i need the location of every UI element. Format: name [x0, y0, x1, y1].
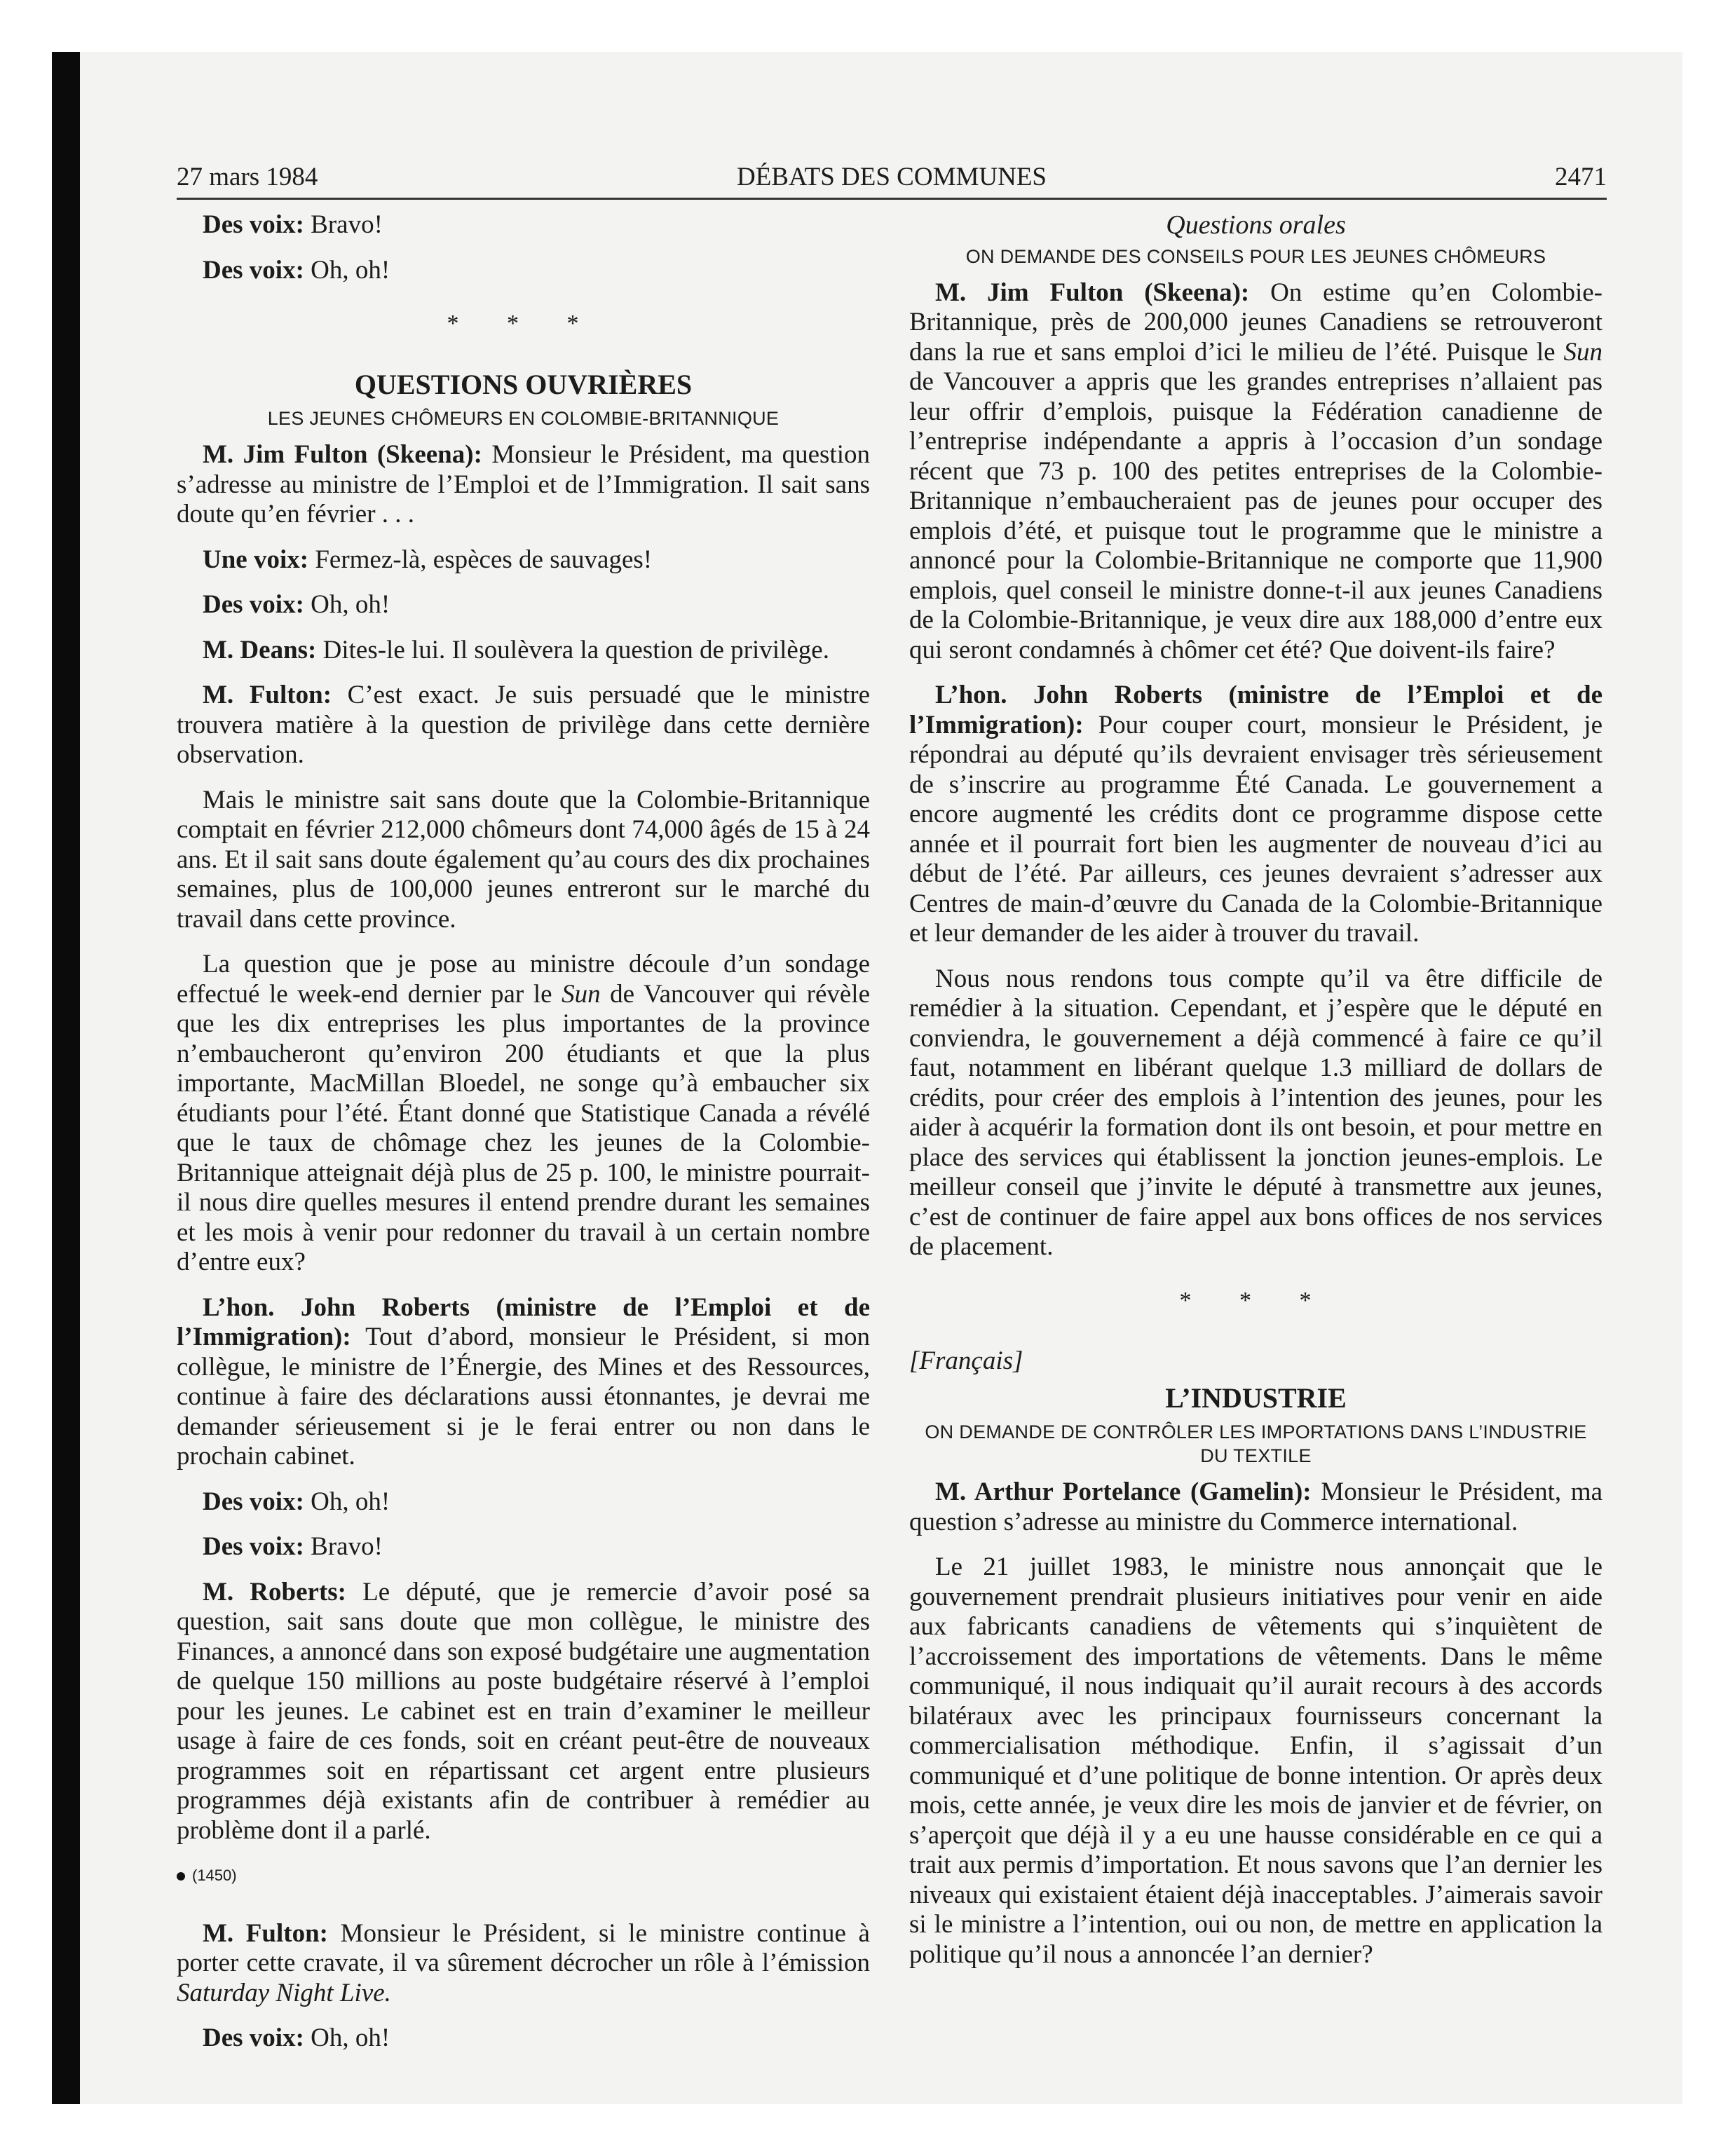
speaker: M. Jim Fulton (Skeena): [935, 278, 1250, 307]
speaker: Une voix: [203, 545, 309, 574]
paragraph [177, 2024, 870, 2054]
speech: Dites-le lui. Il soulèvera la question de privilège. [316, 635, 829, 664]
speech: La question que je pose au ministre découle d’un sondage effectué le week-end dernier par le [177, 950, 870, 1009]
show-title: Saturday Night Live. [177, 1978, 391, 2007]
paragraph [177, 440, 870, 530]
paragraph [177, 681, 870, 770]
paragraph: Mais le ministre sait sans doute que la Colombie-Britannique comptait en février 212,000 chômeurs dont 74,000 âgés de 15 à 24 ans. Et il sait sans doute également qu’au cours des dix prochaines semaines, plus de 100,000 jeunes entreront sur le marché du travail dans cette province. [177, 785, 870, 934]
paragraph: Nous nous rendons tous compte qu’il va être difficile de remédier à la situation. Cependant, et j’espère que le député en conviendra, le gouvernement a déjà commencé à faire ce qu’il faut, notamment en libérant quelque 1.3 milliard de dollars de crédits, pour créer des emplois à l’intention des jeunes, pour les aider à acquérir la formation dont ils ont besoin, et pour mettre en place des services qui établissent la jonction jeunes-emplois. Le meilleur conseil que j’invite le député à transmettre aux jeunes, c’est de continuer de faire appel aux bons offices de nos services de placement. [909, 964, 1603, 1261]
speaker: Des voix: [203, 590, 304, 619]
speech: Bravo! [304, 210, 383, 239]
speaker: L’hon. John Roberts (ministre de l’Emploi et de l’Immigration): [909, 681, 1603, 739]
left-column [177, 210, 870, 2069]
section-separator: * * * [447, 311, 600, 336]
speaker: Des voix: [203, 210, 304, 239]
speaker: M. Jim Fulton (Skeena): [203, 440, 482, 469]
bullet-icon [177, 1872, 185, 1881]
paragraph [177, 636, 870, 666]
paragraph [177, 1487, 870, 1517]
speaker: L’hon. John Roberts (ministre de l’Emploi et de l’Immigration): [177, 1292, 870, 1351]
section-subtitle: ON DEMANDE DES CONSEILS POUR LES JEUNES CHÔMEURS [965, 245, 1546, 267]
speech: Oh, oh! [304, 590, 390, 619]
paragraph [177, 256, 870, 286]
speaker: Des voix: [203, 2024, 304, 2052]
page-number: 2471 [1555, 163, 1607, 191]
speech: Bravo! [304, 1532, 383, 1561]
binding-edge [52, 52, 80, 2104]
speech: de Vancouver a appris que les grandes entreprises n’allaient pas leur offrir d’emplois, puisque la Fédération canadienne de l’entreprise indépendante a appris à l’occasion d’un sondage récent que 73 p. 100 des petites entreprises de la Colombie-Britannique n’embaucheraient pas de jeunes pour occuper des emplois d’été, et puisque tout le programme que le ministre a annoncé pour la Colombie-Britannique ne comporte que 11,900 emplois, quel conseil le ministre donne-t-il aux jeunes Canadiens de la Colombie-Britannique, je veux dire aux 188,000 d’entre eux qui seront condamnés à chômer cet été? Que doivent-ils faire? [909, 367, 1603, 664]
page-header [177, 160, 1607, 200]
section-subtitle: LES JEUNES CHÔMEURS EN COLOMBIE-BRITANNIQUE [267, 408, 780, 429]
header-date: 27 mars 1984 [177, 163, 318, 191]
newspaper-name: Sun [1563, 337, 1603, 367]
paragraph [177, 1293, 870, 1472]
paragraph [177, 1532, 870, 1562]
speaker: M. Arthur Portelance (Gamelin): [935, 1478, 1312, 1506]
speech: Monsieur le Président, si le ministre continue à porter cette cravate, il va sûrement décrocher un rôle à l’émission [177, 1918, 870, 1977]
speech: Monsieur le Président, ma question s’adresse au ministre de l’Emploi et de l’Immigration. Il sait sans doute qu’en février . . . [177, 440, 870, 528]
speech: Oh, oh! [304, 2024, 390, 2052]
speaker: M. Fulton: [203, 1918, 328, 1948]
speech: Monsieur le Président, ma question s’adresse au ministre du Commerce international. [909, 1478, 1603, 1536]
speaker: M. Deans: [203, 635, 317, 664]
speaker: Des voix: [203, 255, 304, 285]
section-separator: * * * [1179, 1287, 1333, 1314]
timestamp-value: (1450) [192, 1867, 237, 1884]
paragraph [909, 1478, 1603, 1537]
speech: Tout d’abord, monsieur le Président, si mon collègue, le ministre de l’Énergie, des Mines et des Ressources, continue à faire des déclarations aussi étonnantes, je devrai me demander sérieusement si je le ferai entrer ou non dans le prochain cabinet. [177, 1323, 870, 1471]
paragraph [177, 1578, 870, 1846]
section-subtitle: ON DEMANDE DE CONTRÔLER LES IMPORTATIONS DANS L’INDUSTRIE DU TEXTILE [925, 1421, 1587, 1466]
paragraph [177, 590, 870, 620]
rubric: Questions orales [1166, 210, 1346, 240]
right-column [909, 210, 1603, 1985]
speech: Oh, oh! [304, 1487, 390, 1516]
speaker: M. Fulton: [203, 681, 332, 709]
language-marker: [Français] [909, 1346, 1023, 1375]
paragraph [909, 681, 1603, 949]
newspaper-name: Sun [562, 979, 601, 1009]
speech: Pour couper court, monsieur le Président, je répondrai au député qu’ils devraient envisager très sérieusement de s’inscrire au programme Été Canada. Le gouvernement a encore augmenté les crédits dont ce programme dispose cette année et il pourrait fort bien les augmenter de nouveau d’ici au début de l’été. Par ailleurs, ces jeunes devraient s’adresser aux Centres de main-d’œuvre du Canada de la Colombie-Britannique et leur demander de les aider à trouver du travail. [909, 710, 1603, 948]
section-title: L’INDUSTRIE [1165, 1381, 1347, 1414]
paragraph [177, 210, 870, 240]
speech: de Vancouver qui révèle que les dix entreprises les plus importantes de la province n’embaucheront qu’environ 200 étudiants et que la plus importante, MacMillan Bloedel, ne songe qu’à embaucher six étudiants pour l’été. Étant donné que Statistique Canada a révélé que le taux de chômage chez les jeunes de la Colombie-Britannique atteignait déjà plus de 25 p. 100, le ministre pourrait-il nous dire quelles mesures il entend prendre durant les semaines et les mois à venir pour redonner du travail à un certain nombre d’entre eux? [177, 979, 871, 1276]
paragraph: Le 21 juillet 1983, le ministre nous annonçait que le gouvernement prendrait plusieurs initiatives pour venir en aide aux fabricants canadiens de vêtements qui s’inquiètent de l’accroissement des importations de vêtements. Dans le même communiqué, il nous indiquait qu’il aurait recours à des accords bilatéraux avec les principaux fournisseurs concernant la commercialisation méthodique. Enfin, il s’agissait d’un communiqué et d’une politique de bonne intention. Or après deux mois, cette année, je veux dire les mois de janvier et de février, on s’aperçoit que déjà il y a eu une hausse considérable en ce qui a trait aux permis d’importation. Et nous savons que l’an dernier les niveaux qui existaient étaient déjà inacceptables. J’aimerais savoir si le ministre a l’intention, oui ou non, de mettre en application la politique qu’il nous a annoncée l’an dernier? [909, 1553, 1603, 1969]
speech: C’est exact. Je suis persuadé que le ministre trouvera matière à la question de privilège dans cette dernière observation. [177, 681, 870, 769]
speaker: Des voix: [203, 1487, 304, 1516]
speech: Oh, oh! [304, 255, 390, 285]
speech: Fermez-là, espèces de sauvages! [308, 545, 653, 574]
paragraph [177, 545, 870, 575]
paragraph [909, 278, 1603, 666]
paragraph [177, 950, 870, 1278]
section-title: QUESTIONS OUVRIÈRES [354, 368, 693, 400]
speaker: Des voix: [203, 1532, 304, 1561]
speaker: M. Roberts: [203, 1577, 346, 1606]
timestamp [177, 1861, 870, 1891]
paragraph [177, 1919, 870, 2009]
speech: On estime qu’en Colombie-Britannique, près de 200,000 jeunes Canadiens se retrouveront dans la rue et sans emploi d’ici le milieu de l’été. Puisque le [909, 278, 1603, 367]
publication-title: DÉBATS DES COMMUNES [736, 163, 1047, 191]
speech: Le député, que je remercie d’avoir posé sa question, sait sans doute que mon collègue, le ministre des Finances, a annoncé dans son exposé budgétaire une augmentation de quelque 150 millions au poste budgétaire réservé à l’emploi pour les jeunes. Le cabinet est en train d’examiner le meilleur usage à faire de ces fonds, soit en créant peut-être de nouveaux programmes soit en répartissant cet argent entre plusieurs programmes déjà existants afin de contribuer à remédier au problème dont il a parlé. [177, 1577, 870, 1845]
